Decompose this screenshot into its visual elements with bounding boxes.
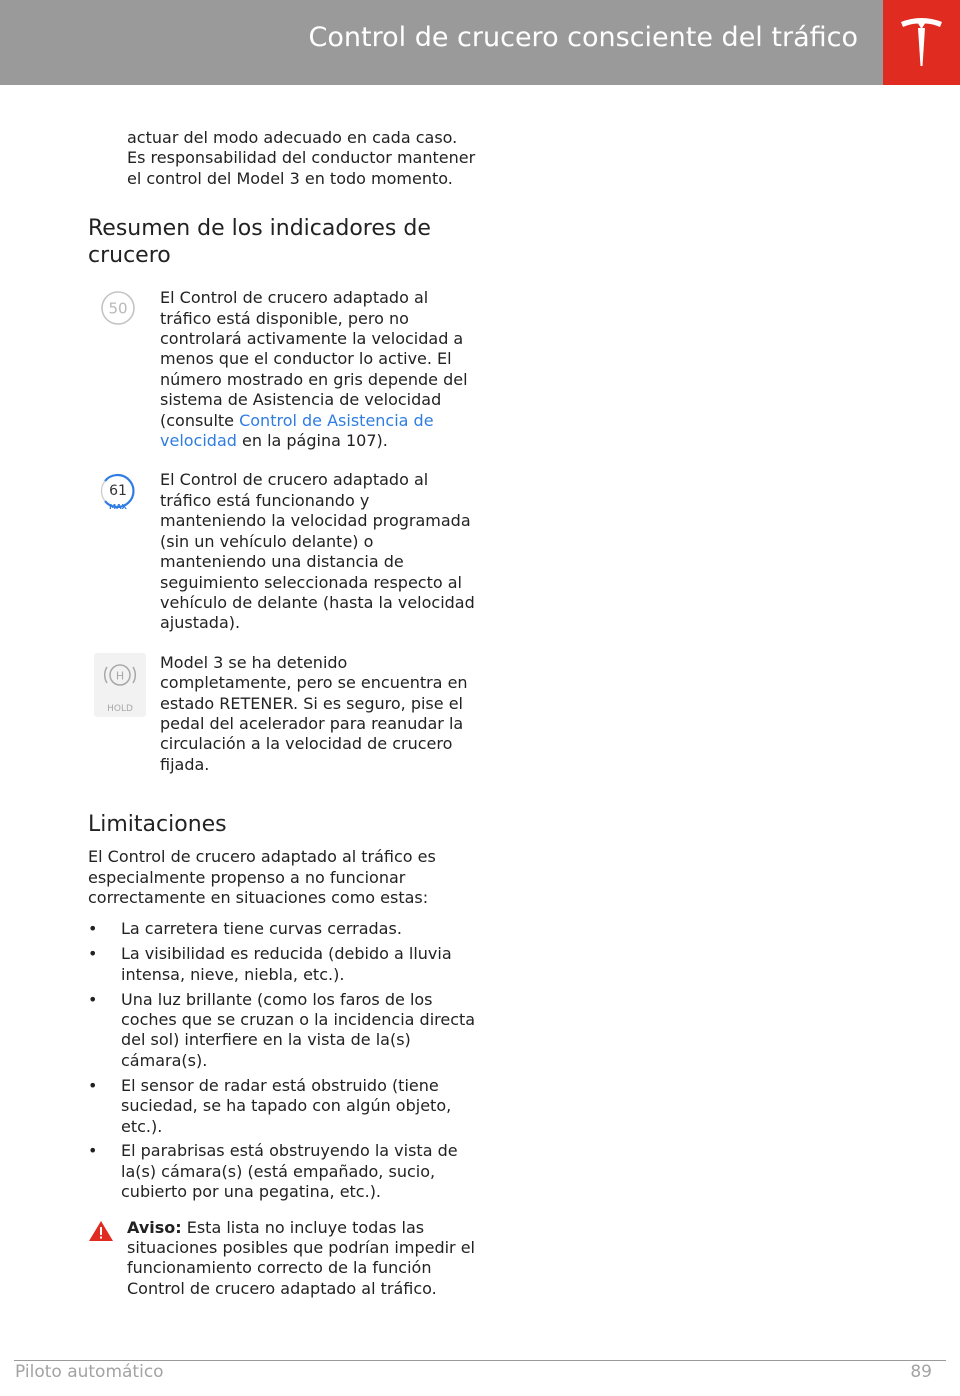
- list-item: • Una luz brillante (como los faros de los coches que se cruzan o la incidencia directa del sol) interfiere en la vista de la(s) cámara(s).: [88, 989, 476, 1070]
- limitations-intro: El Control de crucero adaptado al tráfico es especialmente propenso a no funcionar correctamente en situaciones como estas:: [88, 847, 436, 907]
- speed-61-max-blue-icon: [100, 472, 136, 512]
- list-item: • El parabrisas está obstruyendo la vista de la(s) cámara(s) (está empañado, sucio, cubierto por una pegatina, etc.).: [88, 1141, 458, 1202]
- max-label: MAX: [109, 503, 127, 512]
- footer-section: Piloto automático: [15, 1362, 164, 1382]
- speed-61-label: 61: [109, 483, 127, 500]
- list-item: • La visibilidad es reducida (debido a lluvia intensa, nieve, niebla, etc.).: [88, 944, 452, 984]
- warning-triangle-icon: [88, 1220, 114, 1242]
- indicator-available-text: El Control de crucero adaptado al tráfico está disponible, pero no controlará activamente la velocidad a menos que el conductor lo active. El número mostrado en gris depende del sistema de Asistencia de velocidad (consulte Control de Asistencia de velocidad en la página 107).: [160, 288, 468, 451]
- warning-note: [88, 1218, 478, 1300]
- hold-label: HOLD: [107, 703, 133, 714]
- brand-logo-box: [883, 0, 960, 85]
- warning-text: Aviso: Esta lista no incluye todas las situaciones posibles que podrían impedir el funcionamiento correcto de la función Control de crucero adaptado al tráfico.: [127, 1217, 475, 1298]
- indicator-hold: [88, 653, 478, 775]
- page-header: [0, 0, 960, 85]
- hold-icon: [94, 653, 146, 717]
- page-number: 89: [910, 1362, 932, 1382]
- indicator-active: [88, 470, 478, 633]
- indicator-active-text: El Control de crucero adaptado al tráfico está funcionando y manteniendo la velocidad programada (sin un vehículo delante) o manteniendo una distancia de seguimiento seleccionada respecto al vehículo de delante (hasta la velocidad ajustada).: [160, 470, 475, 633]
- header-title: Control de crucero consciente del tráfico: [308, 22, 858, 53]
- speed-50-gray-icon: [100, 290, 136, 326]
- list-item: • La carretera tiene curvas cerradas.: [88, 919, 402, 939]
- indicator-hold-text: Model 3 se ha detenido completamente, pero se encuentra en estado RETENER. Si es seguro, pise el pedal del acelerador para reanudar la circulación a la velocidad de crucero fijada.: [160, 652, 468, 774]
- summary-heading: Resumen de los indicadores de crucero: [88, 216, 431, 269]
- page-content: [88, 128, 478, 1299]
- tesla-logo-icon: [899, 16, 944, 68]
- speed-assist-link[interactable]: Control de Asistencia de velocidad: [160, 410, 434, 451]
- footer-divider: [14, 1360, 946, 1361]
- warning-label: Aviso:: [127, 1217, 182, 1237]
- hold-keyword: RETENER: [219, 693, 294, 713]
- svg-text:H: H: [115, 669, 125, 683]
- list-item: • El sensor de radar está obstruido (tiene suciedad, se ha tapado con algún objeto, etc.).: [88, 1075, 452, 1136]
- speed-50-label: 50: [108, 299, 128, 318]
- intro-paragraph: actuar del modo adecuado en cada caso. Es responsabilidad del conductor mantener el control del Model 3 en todo momento.: [127, 128, 476, 188]
- limitations-heading: Limitaciones: [88, 812, 227, 838]
- indicator-available: [88, 288, 478, 451]
- limitations-list: [88, 919, 478, 1202]
